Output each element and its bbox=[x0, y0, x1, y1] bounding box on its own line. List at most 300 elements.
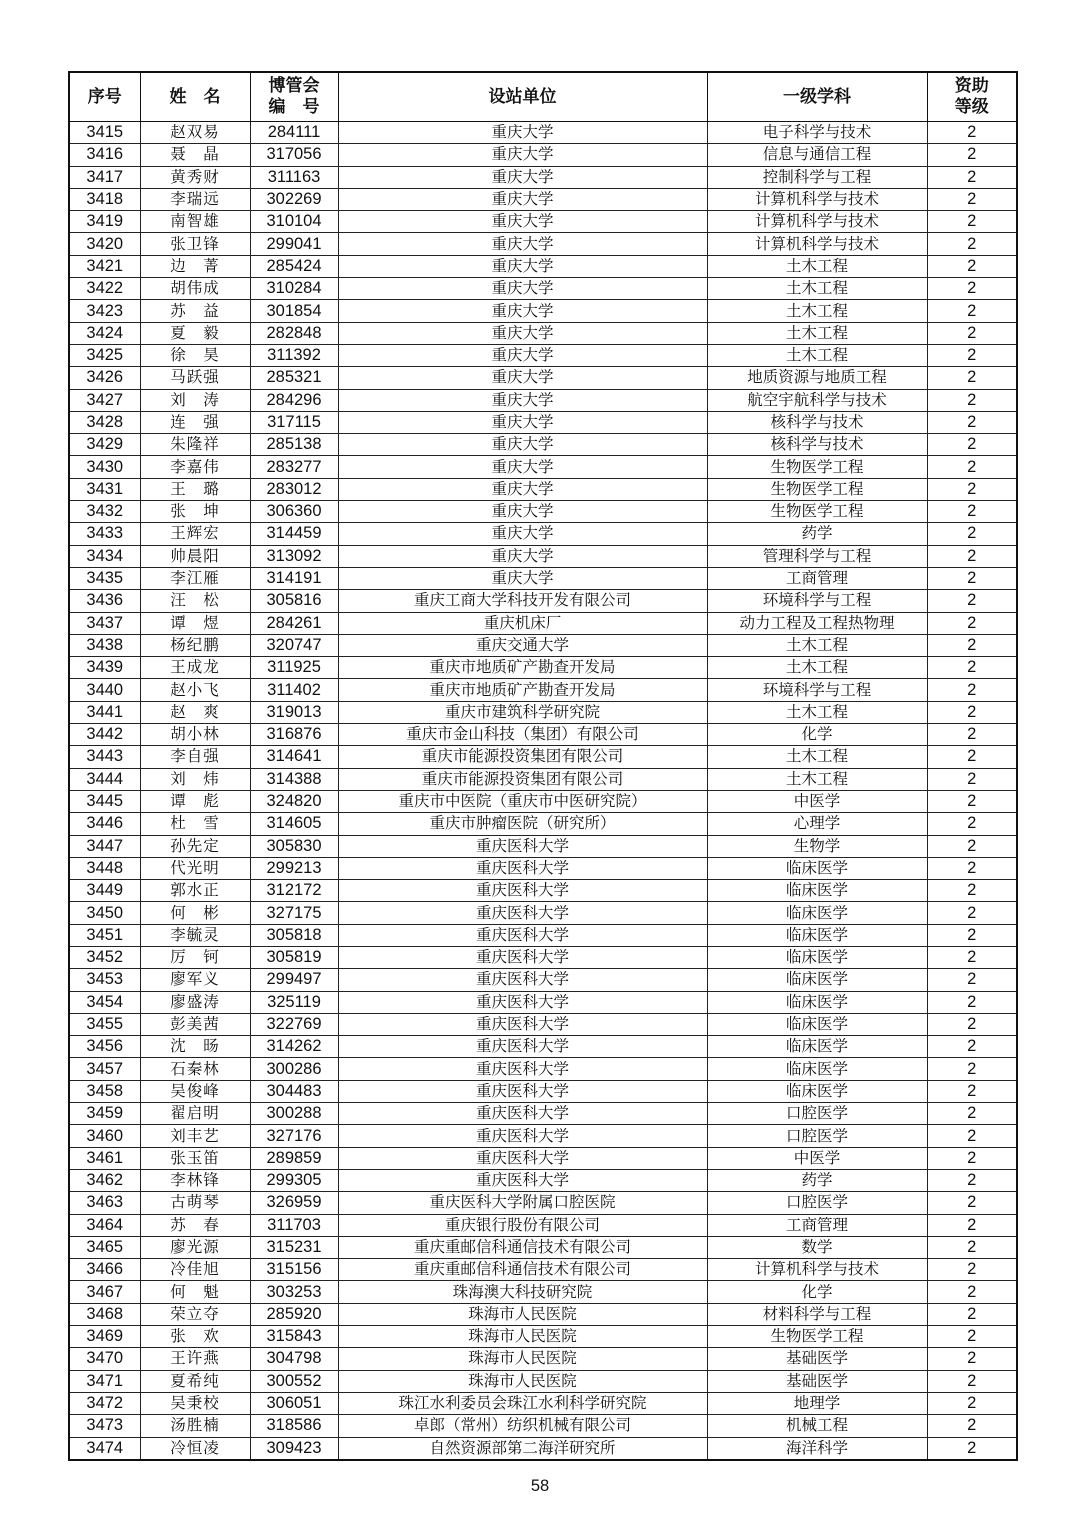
cell-subject: 中医学 bbox=[707, 1147, 927, 1169]
cell-name: 石秦林 bbox=[140, 1058, 250, 1080]
cell-subject: 生物医学工程 bbox=[707, 501, 927, 523]
cell-id: 311392 bbox=[250, 344, 338, 366]
cell-subject: 化学 bbox=[707, 724, 927, 746]
cell-no: 3460 bbox=[69, 1125, 140, 1147]
cell-name: 刘丰艺 bbox=[140, 1125, 250, 1147]
cell-id: 300552 bbox=[250, 1370, 338, 1392]
cell-name: 杨纪鹏 bbox=[140, 634, 250, 656]
cell-id: 309423 bbox=[250, 1437, 338, 1460]
cell-subject: 航空宇航科学与技术 bbox=[707, 389, 927, 411]
cell-subject: 药学 bbox=[707, 1169, 927, 1191]
cell-no: 3449 bbox=[69, 880, 140, 902]
cell-subject: 生物医学工程 bbox=[707, 478, 927, 500]
cell-grade: 2 bbox=[927, 857, 1017, 879]
table-row bbox=[69, 233, 1017, 255]
cell-name: 夏 毅 bbox=[140, 322, 250, 344]
cell-id: 327175 bbox=[250, 902, 338, 924]
cell-name: 李林锋 bbox=[140, 1169, 250, 1191]
table-row bbox=[69, 322, 1017, 344]
cell-name: 厉 钶 bbox=[140, 946, 250, 968]
cell-id: 314605 bbox=[250, 813, 338, 835]
table-row bbox=[69, 813, 1017, 835]
cell-id: 327176 bbox=[250, 1125, 338, 1147]
cell-name: 古萌琴 bbox=[140, 1192, 250, 1214]
cell-id: 314262 bbox=[250, 1036, 338, 1058]
table-row bbox=[69, 456, 1017, 478]
table-row bbox=[69, 1259, 1017, 1281]
cell-unit: 重庆医科大学 bbox=[338, 1125, 707, 1147]
cell-grade: 2 bbox=[927, 991, 1017, 1013]
cell-no: 3415 bbox=[69, 122, 140, 144]
cell-grade: 2 bbox=[927, 1326, 1017, 1348]
cell-subject: 土木工程 bbox=[707, 634, 927, 656]
cell-subject: 临床医学 bbox=[707, 946, 927, 968]
cell-grade: 2 bbox=[927, 1236, 1017, 1258]
cell-unit: 重庆医科大学 bbox=[338, 946, 707, 968]
cell-name: 吴秉校 bbox=[140, 1392, 250, 1414]
cell-grade: 2 bbox=[927, 701, 1017, 723]
cell-subject: 计算机科学与技术 bbox=[707, 1259, 927, 1281]
cell-grade: 2 bbox=[927, 144, 1017, 166]
table-row bbox=[69, 567, 1017, 589]
cell-no: 3470 bbox=[69, 1348, 140, 1370]
cell-id: 300286 bbox=[250, 1058, 338, 1080]
cell-id: 310104 bbox=[250, 211, 338, 233]
cell-name: 荣立夺 bbox=[140, 1303, 250, 1325]
cell-grade: 2 bbox=[927, 1147, 1017, 1169]
table-row bbox=[69, 835, 1017, 857]
cell-subject: 临床医学 bbox=[707, 991, 927, 1013]
table-row bbox=[69, 768, 1017, 790]
cell-grade: 2 bbox=[927, 768, 1017, 790]
cell-id: 284296 bbox=[250, 389, 338, 411]
cell-no: 3444 bbox=[69, 768, 140, 790]
cell-unit: 重庆大学 bbox=[338, 278, 707, 300]
cell-grade: 2 bbox=[927, 300, 1017, 322]
table-row bbox=[69, 1437, 1017, 1460]
cell-name: 廖盛涛 bbox=[140, 991, 250, 1013]
cell-no: 3425 bbox=[69, 344, 140, 366]
cell-name: 李嘉伟 bbox=[140, 456, 250, 478]
cell-grade: 2 bbox=[927, 634, 1017, 656]
cell-no: 3433 bbox=[69, 523, 140, 545]
cell-grade: 2 bbox=[927, 1169, 1017, 1191]
cell-grade: 2 bbox=[927, 946, 1017, 968]
cell-unit: 珠海市人民医院 bbox=[338, 1303, 707, 1325]
cell-id: 282848 bbox=[250, 322, 338, 344]
cell-id: 304798 bbox=[250, 1348, 338, 1370]
cell-name: 郭水正 bbox=[140, 880, 250, 902]
cell-name: 边 菁 bbox=[140, 255, 250, 277]
table-row bbox=[69, 1169, 1017, 1191]
cell-id: 299041 bbox=[250, 233, 338, 255]
cell-unit: 重庆工商大学科技开发有限公司 bbox=[338, 590, 707, 612]
cell-subject: 计算机科学与技术 bbox=[707, 233, 927, 255]
cell-unit: 重庆医科大学 bbox=[338, 1013, 707, 1035]
cell-no: 3419 bbox=[69, 211, 140, 233]
cell-id: 313092 bbox=[250, 545, 338, 567]
cell-name: 李毓灵 bbox=[140, 924, 250, 946]
cell-subject: 地理学 bbox=[707, 1392, 927, 1414]
cell-no: 3473 bbox=[69, 1415, 140, 1437]
cell-name: 代光明 bbox=[140, 857, 250, 879]
cell-no: 3472 bbox=[69, 1392, 140, 1414]
cell-id: 315231 bbox=[250, 1236, 338, 1258]
cell-id: 299213 bbox=[250, 857, 338, 879]
cell-unit: 重庆市肿瘤医院（研究所） bbox=[338, 813, 707, 835]
cell-subject: 土木工程 bbox=[707, 701, 927, 723]
cell-no: 3451 bbox=[69, 924, 140, 946]
page-number: 58 bbox=[530, 1477, 550, 1495]
table-row bbox=[69, 211, 1017, 233]
cell-subject: 数学 bbox=[707, 1236, 927, 1258]
cell-no: 3469 bbox=[69, 1326, 140, 1348]
cell-unit: 重庆大学 bbox=[338, 300, 707, 322]
cell-grade: 2 bbox=[927, 211, 1017, 233]
cell-subject: 临床医学 bbox=[707, 902, 927, 924]
cell-id: 311925 bbox=[250, 657, 338, 679]
cell-no: 3434 bbox=[69, 545, 140, 567]
header-id bbox=[250, 72, 338, 122]
cell-grade: 2 bbox=[927, 1303, 1017, 1325]
table-row bbox=[69, 523, 1017, 545]
cell-name: 赵小飞 bbox=[140, 679, 250, 701]
cell-no: 3464 bbox=[69, 1214, 140, 1236]
cell-grade: 2 bbox=[927, 278, 1017, 300]
cell-id: 311703 bbox=[250, 1214, 338, 1236]
cell-subject: 土木工程 bbox=[707, 300, 927, 322]
cell-no: 3461 bbox=[69, 1147, 140, 1169]
cell-name: 连 强 bbox=[140, 411, 250, 433]
table-row bbox=[69, 478, 1017, 500]
cell-subject: 核科学与技术 bbox=[707, 411, 927, 433]
cell-id: 316876 bbox=[250, 724, 338, 746]
cell-id: 285321 bbox=[250, 367, 338, 389]
cell-no: 3424 bbox=[69, 322, 140, 344]
table-row bbox=[69, 278, 1017, 300]
cell-name: 胡小林 bbox=[140, 724, 250, 746]
cell-name: 赵双易 bbox=[140, 122, 250, 144]
cell-id: 299305 bbox=[250, 1169, 338, 1191]
cell-name: 孙先定 bbox=[140, 835, 250, 857]
cell-grade: 2 bbox=[927, 880, 1017, 902]
cell-id: 312172 bbox=[250, 880, 338, 902]
cell-id: 306051 bbox=[250, 1392, 338, 1414]
cell-no: 3437 bbox=[69, 612, 140, 634]
cell-subject: 生物医学工程 bbox=[707, 456, 927, 478]
table-row bbox=[69, 1147, 1017, 1169]
cell-id: 305816 bbox=[250, 590, 338, 612]
cell-subject: 土木工程 bbox=[707, 746, 927, 768]
cell-subject: 土木工程 bbox=[707, 278, 927, 300]
cell-name: 冷佳旭 bbox=[140, 1259, 250, 1281]
cell-name: 聂 晶 bbox=[140, 144, 250, 166]
funding-roster-table bbox=[68, 71, 1018, 1461]
cell-name: 夏希纯 bbox=[140, 1370, 250, 1392]
cell-no: 3432 bbox=[69, 501, 140, 523]
cell-name: 何 彬 bbox=[140, 902, 250, 924]
cell-unit: 重庆市能源投资集团有限公司 bbox=[338, 768, 707, 790]
cell-subject: 口腔医学 bbox=[707, 1103, 927, 1125]
cell-grade: 2 bbox=[927, 322, 1017, 344]
cell-grade: 2 bbox=[927, 590, 1017, 612]
table-row bbox=[69, 1415, 1017, 1437]
cell-id: 283012 bbox=[250, 478, 338, 500]
cell-subject: 计算机科学与技术 bbox=[707, 211, 927, 233]
cell-name: 廖军义 bbox=[140, 969, 250, 991]
cell-no: 3474 bbox=[69, 1437, 140, 1460]
cell-unit: 重庆大学 bbox=[338, 122, 707, 144]
cell-name: 朱隆祥 bbox=[140, 434, 250, 456]
cell-unit: 重庆重邮信科通信技术有限公司 bbox=[338, 1236, 707, 1258]
cell-name: 何 魁 bbox=[140, 1281, 250, 1303]
cell-subject: 临床医学 bbox=[707, 1080, 927, 1102]
cell-unit: 重庆市中医院（重庆市中医研究院） bbox=[338, 790, 707, 812]
cell-name: 谭 煜 bbox=[140, 612, 250, 634]
cell-id: 325119 bbox=[250, 991, 338, 1013]
cell-subject: 地质资源与地质工程 bbox=[707, 367, 927, 389]
cell-grade: 2 bbox=[927, 679, 1017, 701]
cell-grade: 2 bbox=[927, 902, 1017, 924]
table-row bbox=[69, 1326, 1017, 1348]
cell-grade: 2 bbox=[927, 478, 1017, 500]
cell-name: 谭 彪 bbox=[140, 790, 250, 812]
cell-no: 3468 bbox=[69, 1303, 140, 1325]
cell-unit: 重庆大学 bbox=[338, 166, 707, 188]
table-row bbox=[69, 389, 1017, 411]
cell-id: 289859 bbox=[250, 1147, 338, 1169]
cell-grade: 2 bbox=[927, 1214, 1017, 1236]
cell-id: 319013 bbox=[250, 701, 338, 723]
cell-grade: 2 bbox=[927, 1392, 1017, 1414]
cell-no: 3420 bbox=[69, 233, 140, 255]
table-row bbox=[69, 1348, 1017, 1370]
cell-name: 马跃强 bbox=[140, 367, 250, 389]
cell-no: 3445 bbox=[69, 790, 140, 812]
table-row bbox=[69, 434, 1017, 456]
cell-grade: 2 bbox=[927, 1437, 1017, 1460]
cell-unit: 重庆医科大学 bbox=[338, 969, 707, 991]
table-row bbox=[69, 724, 1017, 746]
cell-no: 3452 bbox=[69, 946, 140, 968]
cell-unit: 重庆医科大学 bbox=[338, 1036, 707, 1058]
cell-subject: 心理学 bbox=[707, 813, 927, 835]
cell-unit: 重庆大学 bbox=[338, 144, 707, 166]
cell-unit: 重庆医科大学 bbox=[338, 902, 707, 924]
cell-grade: 2 bbox=[927, 1125, 1017, 1147]
cell-name: 张卫锋 bbox=[140, 233, 250, 255]
cell-subject: 电子科学与技术 bbox=[707, 122, 927, 144]
cell-subject: 机械工程 bbox=[707, 1415, 927, 1437]
cell-grade: 2 bbox=[927, 1348, 1017, 1370]
cell-name: 冷恒凌 bbox=[140, 1437, 250, 1460]
cell-subject: 海洋科学 bbox=[707, 1437, 927, 1460]
table-row bbox=[69, 501, 1017, 523]
cell-grade: 2 bbox=[927, 389, 1017, 411]
cell-id: 306360 bbox=[250, 501, 338, 523]
cell-unit: 重庆大学 bbox=[338, 567, 707, 589]
cell-no: 3442 bbox=[69, 724, 140, 746]
cell-subject: 口腔医学 bbox=[707, 1125, 927, 1147]
cell-no: 3435 bbox=[69, 567, 140, 589]
cell-id: 300288 bbox=[250, 1103, 338, 1125]
cell-unit: 重庆大学 bbox=[338, 255, 707, 277]
cell-no: 3430 bbox=[69, 456, 140, 478]
header-grade bbox=[927, 72, 1017, 122]
cell-subject: 临床医学 bbox=[707, 857, 927, 879]
cell-id: 314641 bbox=[250, 746, 338, 768]
cell-unit: 重庆大学 bbox=[338, 456, 707, 478]
table-row bbox=[69, 1013, 1017, 1035]
cell-no: 3458 bbox=[69, 1080, 140, 1102]
header-grade-line2: 等级 bbox=[954, 97, 989, 117]
cell-grade: 2 bbox=[927, 790, 1017, 812]
cell-id: 302269 bbox=[250, 188, 338, 210]
table-row bbox=[69, 122, 1017, 144]
cell-no: 3467 bbox=[69, 1281, 140, 1303]
table-row bbox=[69, 1303, 1017, 1325]
cell-name: 苏 益 bbox=[140, 300, 250, 322]
cell-unit: 重庆医科大学 bbox=[338, 1080, 707, 1102]
table-row bbox=[69, 255, 1017, 277]
cell-no: 3462 bbox=[69, 1169, 140, 1191]
cell-name: 王辉宏 bbox=[140, 523, 250, 545]
cell-name: 黄秀财 bbox=[140, 166, 250, 188]
header-grade-line1: 资助 bbox=[954, 76, 989, 96]
cell-no: 3457 bbox=[69, 1058, 140, 1080]
cell-unit: 重庆医科大学 bbox=[338, 1147, 707, 1169]
cell-no: 3418 bbox=[69, 188, 140, 210]
header-unit: 设站单位 bbox=[338, 72, 707, 122]
cell-grade: 2 bbox=[927, 1281, 1017, 1303]
table-row bbox=[69, 1058, 1017, 1080]
cell-unit: 重庆大学 bbox=[338, 434, 707, 456]
cell-name: 徐 昊 bbox=[140, 344, 250, 366]
cell-id: 304483 bbox=[250, 1080, 338, 1102]
cell-id: 314388 bbox=[250, 768, 338, 790]
cell-id: 315843 bbox=[250, 1326, 338, 1348]
cell-grade: 2 bbox=[927, 746, 1017, 768]
cell-unit: 重庆市地质矿产勘查开发局 bbox=[338, 657, 707, 679]
cell-unit: 重庆市金山科技（集团）有限公司 bbox=[338, 724, 707, 746]
cell-id: 324820 bbox=[250, 790, 338, 812]
cell-subject: 基础医学 bbox=[707, 1348, 927, 1370]
cell-name: 张 欢 bbox=[140, 1326, 250, 1348]
cell-subject: 环境科学与工程 bbox=[707, 590, 927, 612]
cell-no: 3465 bbox=[69, 1236, 140, 1258]
cell-subject: 动力工程及工程热物理 bbox=[707, 612, 927, 634]
cell-subject: 工商管理 bbox=[707, 567, 927, 589]
cell-subject: 生物医学工程 bbox=[707, 1326, 927, 1348]
cell-id: 301854 bbox=[250, 300, 338, 322]
table-row bbox=[69, 1236, 1017, 1258]
cell-id: 317056 bbox=[250, 144, 338, 166]
header-row bbox=[69, 72, 1017, 122]
cell-unit: 重庆大学 bbox=[338, 211, 707, 233]
cell-name: 王成龙 bbox=[140, 657, 250, 679]
cell-subject: 土木工程 bbox=[707, 768, 927, 790]
cell-no: 3431 bbox=[69, 478, 140, 500]
cell-grade: 2 bbox=[927, 545, 1017, 567]
cell-id: 305830 bbox=[250, 835, 338, 857]
table-row bbox=[69, 946, 1017, 968]
cell-grade: 2 bbox=[927, 724, 1017, 746]
cell-name: 张 坤 bbox=[140, 501, 250, 523]
table-row bbox=[69, 991, 1017, 1013]
cell-no: 3422 bbox=[69, 278, 140, 300]
cell-subject: 控制科学与工程 bbox=[707, 166, 927, 188]
cell-unit: 重庆大学 bbox=[338, 501, 707, 523]
cell-subject: 临床医学 bbox=[707, 1013, 927, 1035]
cell-no: 3440 bbox=[69, 679, 140, 701]
cell-name: 苏 春 bbox=[140, 1214, 250, 1236]
cell-name: 吴俊峰 bbox=[140, 1080, 250, 1102]
table-row bbox=[69, 1125, 1017, 1147]
cell-name: 翟启明 bbox=[140, 1103, 250, 1125]
cell-name: 彭美茜 bbox=[140, 1013, 250, 1035]
table-row bbox=[69, 612, 1017, 634]
table-row bbox=[69, 1214, 1017, 1236]
cell-id: 310284 bbox=[250, 278, 338, 300]
cell-subject: 临床医学 bbox=[707, 1058, 927, 1080]
cell-id: 326959 bbox=[250, 1192, 338, 1214]
cell-no: 3436 bbox=[69, 590, 140, 612]
cell-subject: 土木工程 bbox=[707, 255, 927, 277]
cell-unit: 卓郎（常州）纺织机械有限公司 bbox=[338, 1415, 707, 1437]
cell-no: 3441 bbox=[69, 701, 140, 723]
cell-id: 284261 bbox=[250, 612, 338, 634]
cell-id: 283277 bbox=[250, 456, 338, 478]
cell-no: 3421 bbox=[69, 255, 140, 277]
cell-grade: 2 bbox=[927, 1192, 1017, 1214]
cell-id: 284111 bbox=[250, 122, 338, 144]
cell-subject: 临床医学 bbox=[707, 924, 927, 946]
cell-grade: 2 bbox=[927, 122, 1017, 144]
cell-unit: 重庆大学 bbox=[338, 545, 707, 567]
table-row bbox=[69, 545, 1017, 567]
cell-no: 3456 bbox=[69, 1036, 140, 1058]
cell-subject: 化学 bbox=[707, 1281, 927, 1303]
table-row bbox=[69, 1192, 1017, 1214]
cell-grade: 2 bbox=[927, 657, 1017, 679]
cell-name: 张玉笛 bbox=[140, 1147, 250, 1169]
cell-name: 王许燕 bbox=[140, 1348, 250, 1370]
cell-grade: 2 bbox=[927, 1259, 1017, 1281]
table-row bbox=[69, 144, 1017, 166]
cell-subject: 口腔医学 bbox=[707, 1192, 927, 1214]
cell-subject: 临床医学 bbox=[707, 1036, 927, 1058]
cell-name: 刘 炜 bbox=[140, 768, 250, 790]
header-subject: 一级学科 bbox=[707, 72, 927, 122]
table-row bbox=[69, 790, 1017, 812]
cell-name: 南智雄 bbox=[140, 211, 250, 233]
cell-id: 299497 bbox=[250, 969, 338, 991]
cell-unit: 重庆医科大学附属口腔医院 bbox=[338, 1192, 707, 1214]
cell-unit: 重庆银行股份有限公司 bbox=[338, 1214, 707, 1236]
cell-unit: 重庆大学 bbox=[338, 411, 707, 433]
cell-subject: 土木工程 bbox=[707, 657, 927, 679]
cell-name: 胡伟成 bbox=[140, 278, 250, 300]
header-id-line1: 博管会 bbox=[268, 76, 320, 96]
table-row bbox=[69, 590, 1017, 612]
table-row bbox=[69, 1080, 1017, 1102]
cell-id: 317115 bbox=[250, 411, 338, 433]
cell-grade: 2 bbox=[927, 233, 1017, 255]
table-row bbox=[69, 300, 1017, 322]
cell-name: 汤胜楠 bbox=[140, 1415, 250, 1437]
cell-grade: 2 bbox=[927, 434, 1017, 456]
cell-subject: 临床医学 bbox=[707, 969, 927, 991]
